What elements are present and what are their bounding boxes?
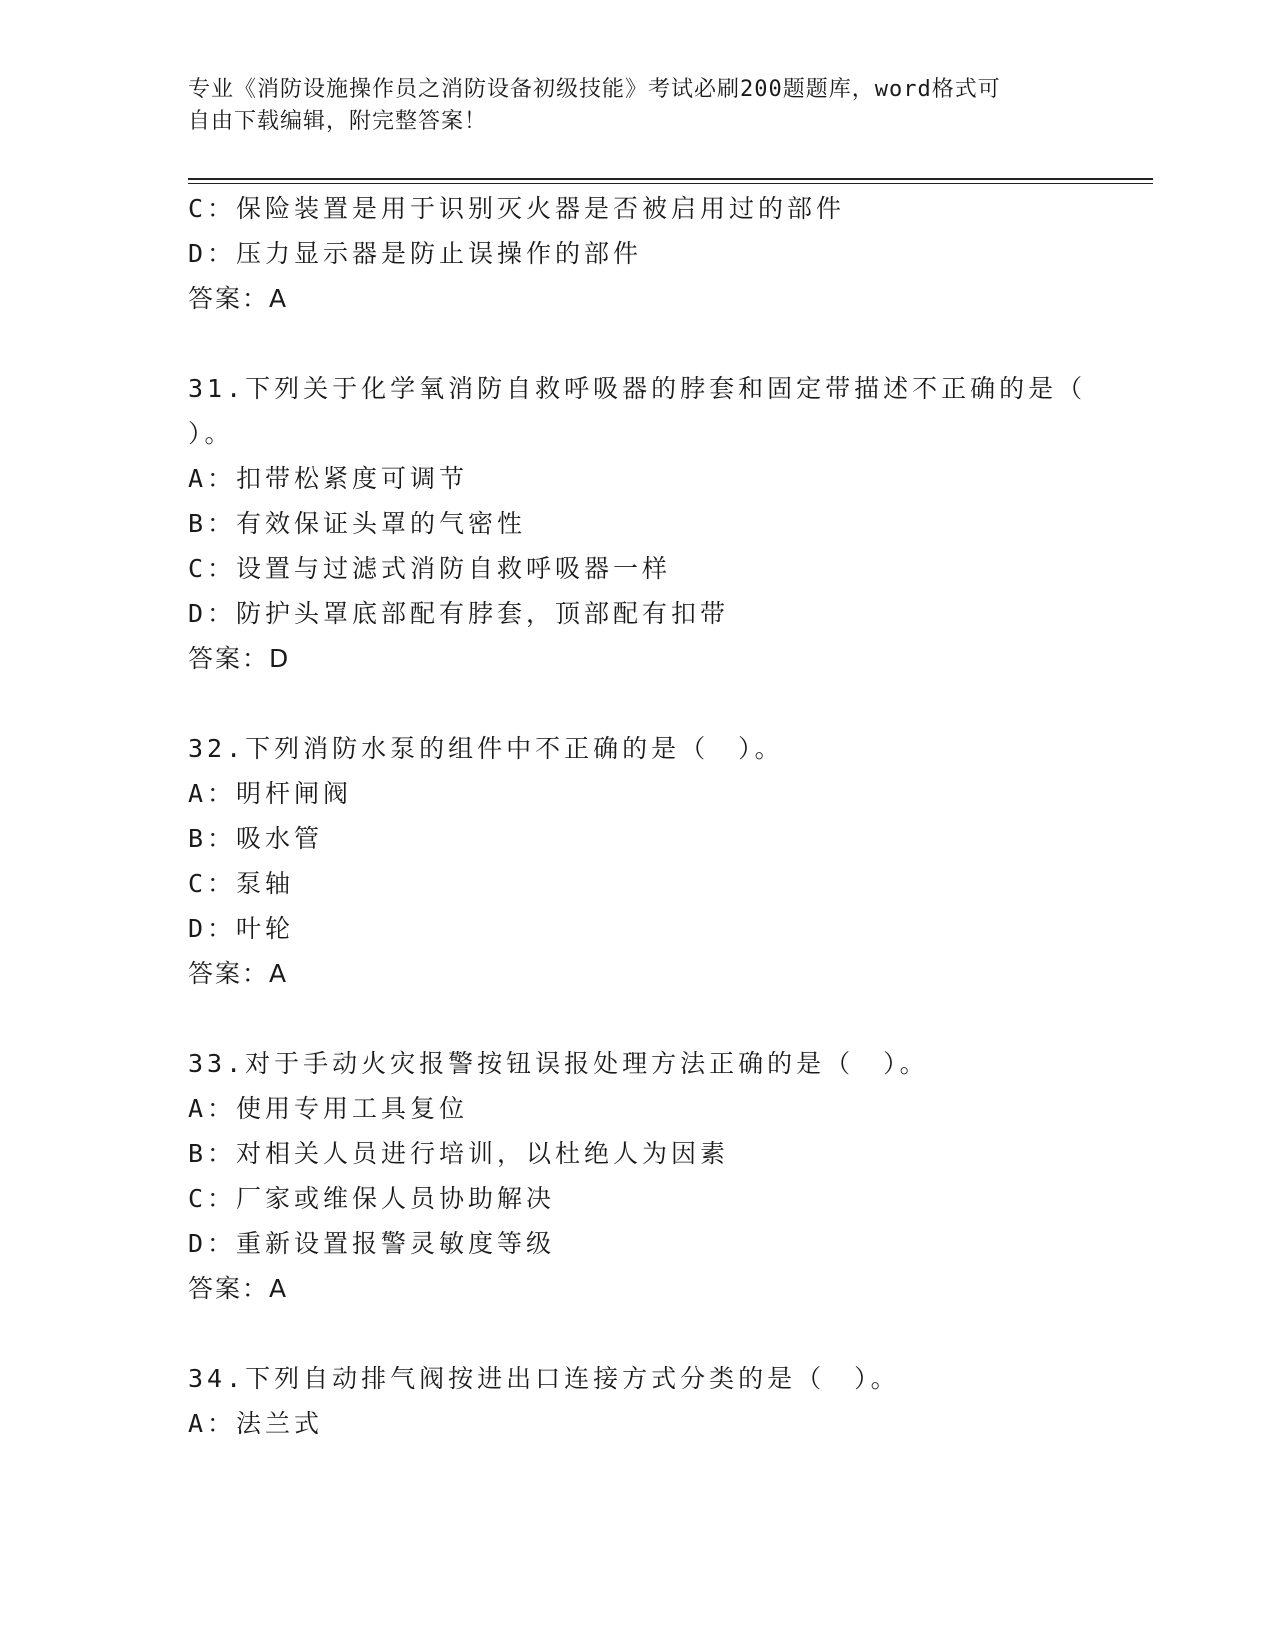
q31-stem-line-2: ）。 (188, 419, 234, 448)
q31-option-a: A：扣带松紧度可调节 (188, 464, 469, 493)
header-line-2: 自由下载编辑，附完整答案！ (188, 109, 488, 134)
q31-option-c: C：设置与过滤式消防自救呼吸器一样 (188, 554, 672, 583)
header-divider-thin (188, 183, 1153, 184)
q32-answer: 答案：A (188, 959, 289, 988)
q30-option-d: D：压力显示器是防止误操作的部件 (188, 239, 643, 268)
header-line-1: 专业《消防设施操作员之消防设备初级技能》考试必刷200题题库，word格式可 (188, 77, 1001, 102)
q32-stem: 32.下列消防水泵的组件中不正确的是（ ）。 (188, 734, 784, 763)
q33-answer: 答案：A (188, 1274, 289, 1303)
q30-answer: 答案：A (188, 284, 289, 313)
q34-stem: 34.下列自动排气阀按进出口连接方式分类的是（ ）。 (188, 1364, 900, 1393)
q32-option-d: D：叶轮 (188, 914, 295, 943)
q32-option-a: A：明杆闸阀 (188, 779, 353, 808)
header-divider (188, 178, 1153, 180)
q33-option-d: D：重新设置报警灵敏度等级 (188, 1229, 556, 1258)
q31-stem-line-1: 31.下列关于化学氧消防自救呼吸器的脖套和固定带描述不正确的是（ (188, 374, 1087, 403)
q32-option-c: C：泵轴 (188, 869, 295, 898)
q34-option-a: A：法兰式 (188, 1409, 324, 1438)
q33-option-c: C：厂家或维保人员协助解决 (188, 1184, 556, 1213)
q32-option-b: B：吸水管 (188, 824, 324, 853)
q31-answer: 答案：D (188, 644, 291, 673)
document-header (188, 74, 1068, 138)
q33-option-a: A：使用专用工具复位 (188, 1094, 469, 1123)
q33-stem: 33.对于手动火灾报警按钮误报处理方法正确的是（ ）。 (188, 1049, 929, 1078)
q31-option-b: B：有效保证头罩的气密性 (188, 509, 527, 538)
q33-option-b: B：对相关人员进行培训，以杜绝人为因素 (188, 1139, 730, 1168)
q31-option-d: D：防护头罩底部配有脖套，顶部配有扣带 (188, 599, 730, 628)
q30-option-c: C：保险装置是用于识别灭火器是否被启用过的部件 (188, 194, 846, 223)
